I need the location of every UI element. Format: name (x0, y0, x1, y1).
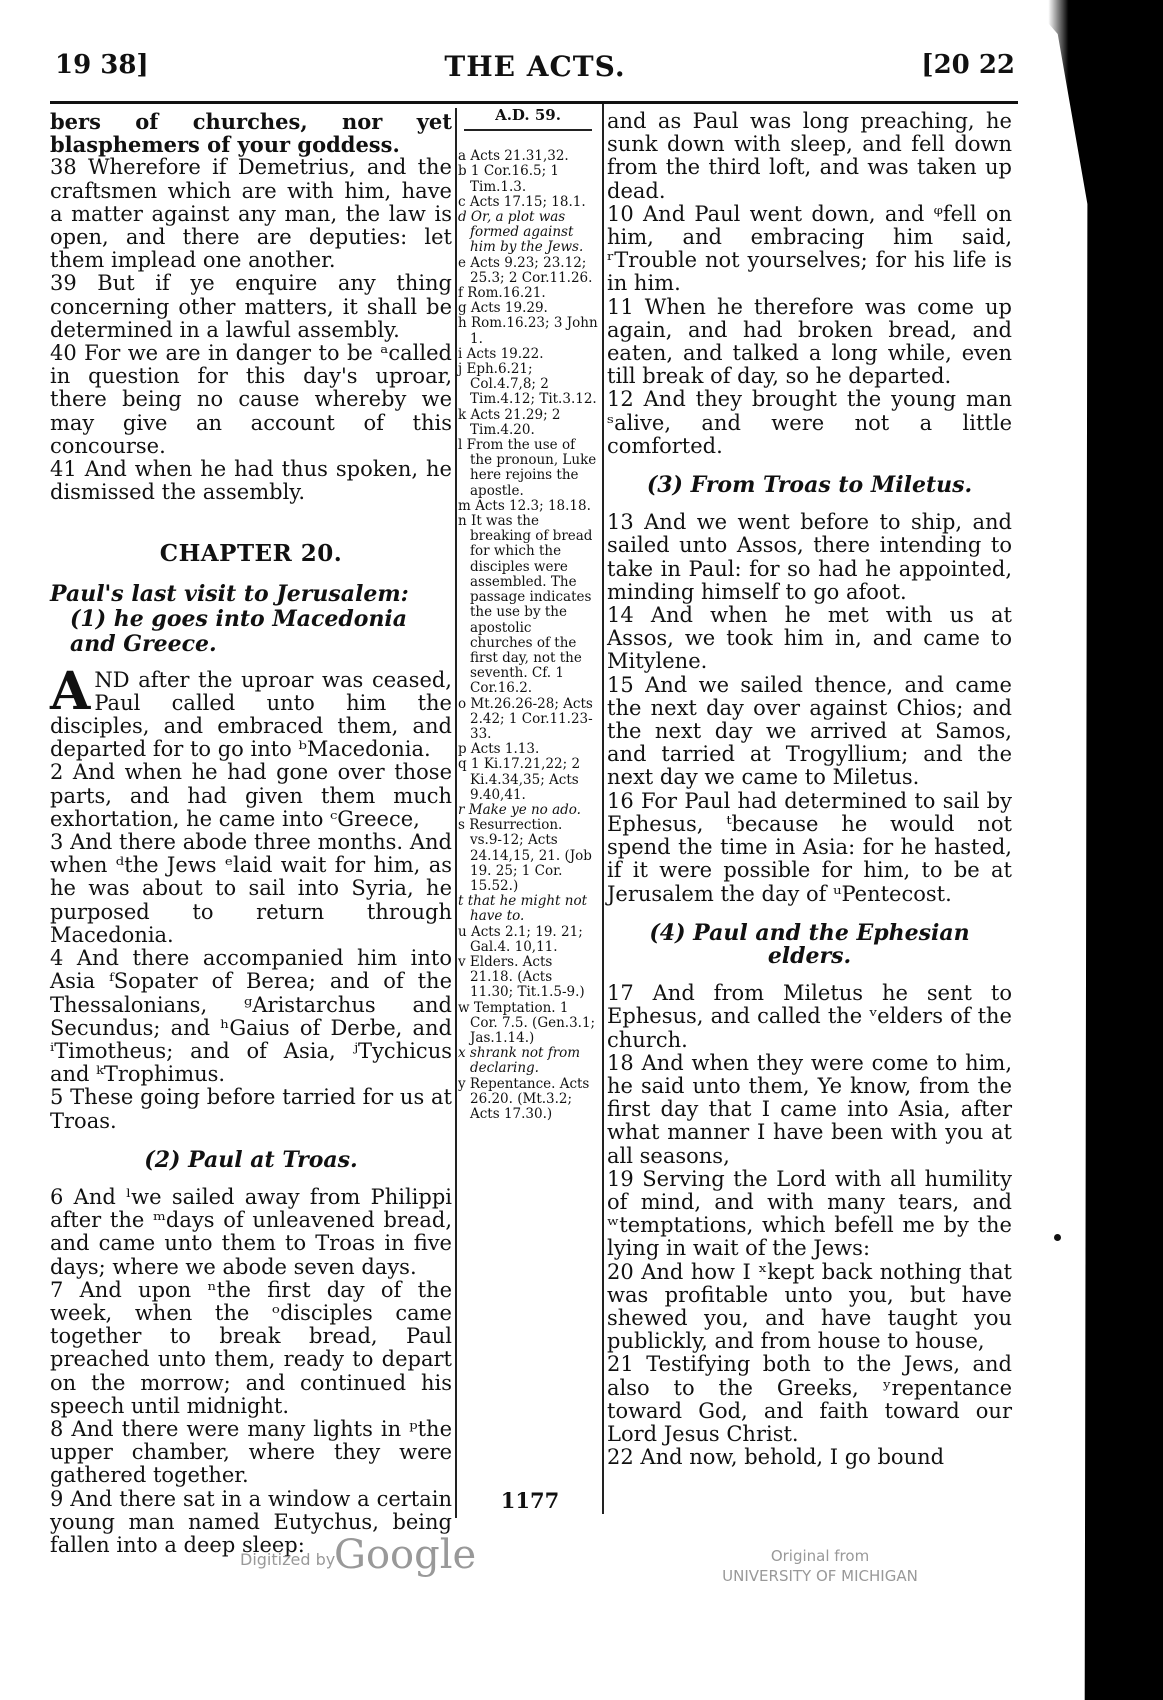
verse-paragraph-opening (50, 660, 452, 762)
header-right-reference: [20 22 (921, 50, 1015, 80)
cross-reference-note: f Rom.16.21. (458, 285, 546, 302)
section-heading: (3) From Troas to Miletus. (646, 472, 973, 499)
section-title-line: (1) he goes into Macedonia and Greece. (70, 605, 408, 657)
cross-reference-note: n It was the breaking of bread for which the disciples were assembled. The passage indicates the use by the apostolic churches of the first day, not the seventh. Cf. 1 Cor.16.2. (458, 513, 593, 697)
cross-reference-note: q 1 Ki.17.21,22; 2 Ki.4.34,35; Acts 9.40,41. (458, 756, 581, 803)
cross-reference-note: g Acts 19.29. (458, 300, 548, 317)
verse-paragraph: 41 And when he had thus spoken, he dismissed the assembly. (50, 457, 452, 505)
cross-reference-note: y Repentance. Acts 26.20. (Mt.3.2; Acts 17.30.) (458, 1075, 590, 1122)
verse-paragraph: 22 And now, behold, I go bound (607, 1445, 945, 1470)
cross-reference-note: v Elders. Acts 21.18. (Acts 11.30; Tit.1.5-9.) (458, 953, 585, 1001)
ink-speck (1054, 1234, 1061, 1241)
opening-text: ND after the uproar was ceased, Paul called unto him the disciples, and embraced them, and departed for to go into ᵇMacedonia. (50, 667, 452, 762)
left-text-column (50, 110, 452, 1557)
cross-reference-note: i Acts 19.22. (458, 345, 544, 362)
cross-reference-note: e Acts 9.23; 23.12; 25.3; 2 Cor.11.26. (458, 254, 593, 286)
cross-reference-note: t that he might not have to. (458, 893, 587, 925)
right-text-column (607, 110, 1012, 1469)
verse-paragraph: 9 And there sat in a window a certain young man named Eutychus, being fallen into a deep sleep: (50, 1486, 452, 1557)
verse-paragraph: 39 But if ye enquire any thing concerning other matters, it shall be determined in a lawful assembly. (50, 271, 452, 342)
university-text: UNIVERSITY OF MICHIGAN (722, 1567, 918, 1585)
verse-paragraph: 3 And there abode three months. And when ᵈthe Jews ᵉlaid wait for him, as he was about to sail into Syria, he purposed to return through Macedonia. (50, 830, 452, 947)
header-rule (50, 101, 1018, 104)
original-source-label (705, 1546, 935, 1586)
original-from-text: Original from (770, 1547, 870, 1565)
verse-paragraph: 12 And they brought the young man ˢalive, and were not a little comforted. (607, 387, 1012, 458)
cross-reference-note: k Acts 21.29; 2 Tim.4.20. (458, 406, 561, 438)
section-title (50, 582, 452, 657)
verse-paragraph: bers of churches, nor yet blasphemers of your goddess. (50, 109, 452, 158)
header-left-reference: 19 38] (55, 50, 149, 80)
google-watermark-logo: Google (334, 1532, 477, 1578)
reference-column (458, 108, 598, 1122)
verse-paragraph: 15 And we sailed thence, and came the next day over against Chios; and the next day we arrived at Samos, and tarried at Trogyllium; and the next day we came to Miletus. (607, 672, 1012, 790)
cross-reference-note: u Acts 2.1; 19. 21; Gal.4. 10,11. (458, 923, 583, 955)
cross-reference-note: o Mt.26.26-28; Acts 2.42; 1 Cor.11.23-33. (458, 695, 593, 742)
verse-paragraph: 19 Serving the Lord with all humility of mind, and with many tears, and ʷtemptations, which befell me by the lying in wait of the Jews: (607, 1166, 1012, 1261)
cross-reference-note: j Eph.6.21; Col.4.7,8; 2 Tim.4.12; Tit.3.12. (458, 361, 597, 408)
verse-paragraph: 14 And when he met with us at Assos, we took him in, and came to Mitylene. (607, 603, 1012, 674)
verse-paragraph: 10 And Paul went down, and ᵠfell on him, and embracing him said, ʳTrouble not yourselves; for his life is in him. (607, 201, 1012, 296)
verse-paragraph: 2 And when he had gone over those parts, and had given them much exhortation, he came into ᶜGreece, (50, 760, 452, 831)
verse-paragraph: 20 And how I ˣkept back nothing that was profitable unto you, but have shewed you, and have taught you publickly, and from house to house, (607, 1259, 1012, 1354)
chapter-heading: CHAPTER 20. (159, 540, 343, 568)
page-number: 1177 (500, 1488, 560, 1513)
verse-paragraph: 7 And upon ⁿthe first day of the week, when the ᵒdisciples came together to break bread, Paul preached unto them, ready to depart on the morrow; and continued his speech until midnight. (50, 1277, 452, 1418)
running-header (55, 50, 1015, 90)
cross-reference-note: d Or, a plot was formed against him by the Jews. (458, 209, 584, 256)
verse-paragraph: 5 These going before tarried for us at Troas. (50, 1085, 452, 1133)
verse-paragraph: 8 And there were many lights in ᵖthe upper chamber, where they were gathered together. (50, 1416, 452, 1488)
cross-reference-note: p Acts 1.13. (458, 741, 540, 758)
verse-paragraph: 18 And when they were come to him, he said unto them, Ye know, from the first day that I came into Asia, after what manner I have been with you at all seasons, (607, 1050, 1012, 1168)
cross-reference-note: a Acts 21.31,32. (458, 148, 569, 165)
cross-reference-note: l From the use of the pronoun, Luke here rejoins the apostle. (458, 437, 597, 499)
cross-reference-note: m Acts 12.3; 18.18. (458, 497, 591, 514)
verse-paragraph: 40 For we are in danger to be ᵃcalled in question for this day's uproar, there being no cause whereby we may give an account of this concourse. (50, 341, 452, 458)
section-heading: (4) Paul and the Ephesian elders. (649, 919, 970, 969)
verse-paragraph: 6 And ˡwe sailed away from Philippi after the ᵐdays of unleavened bread, and came unto them to Troas in five days; where we abode seven days. (50, 1184, 452, 1279)
cross-reference-note: x shrank not from declaring. (458, 1045, 581, 1077)
verse-paragraph: 38 Wherefore if Demetrius, and the craftsmen which are with him, have a matter against any man, the law is open, and there are deputies: let them implead one another. (50, 155, 452, 273)
cross-reference-note: c Acts 17.15; 18.1. (458, 193, 586, 210)
drop-cap: A (50, 660, 91, 722)
cross-reference-note: s Resurrection. vs.9-12; Acts 24.14,15, 21. (Job 19. 25; 1 Cor. 15.52.) (458, 817, 592, 894)
cross-reference-note: h Rom.16.23; 3 John 1. (458, 315, 598, 347)
year-heading: A.D. 59. (464, 108, 592, 131)
verse-paragraph: 4 And there accompanied him into Asia ᶠSopater of Berea; and of the Thessalonians, ᵍAristarchus and Secundus; and ʰGaius of Derbe, and ⁱTimotheus; and of Asia, ʲTychicus and ᵏTrophimus. (50, 946, 452, 1087)
verse-paragraph: 21 Testifying both to the Jews, and also to the Greeks, ʸrepentance toward God, and faith toward our Lord Jesus Christ. (607, 1352, 1012, 1446)
verse-paragraph: 16 For Paul had determined to sail by Ephesus, ᵗbecause he would not spend the time in Asia: for he hasted, if it were possible for him, to be at Jerusalem the day of ᵘPentecost. (607, 788, 1012, 906)
verse-paragraph: 13 And we went before to ship, and sailed unto Assos, there intending to take in Paul: for so had he appointed, minding himself to go afoot. (607, 510, 1012, 604)
column-divider-left (455, 108, 457, 1518)
header-book-title: THE ACTS. (444, 50, 626, 83)
book-binding-shadow (1028, 0, 1163, 1700)
digitized-by-label: Digitized by (240, 1550, 336, 1569)
column-divider-right (602, 104, 604, 1514)
verse-paragraph: 11 When he therefore was come up again, and had broken bread, and eaten, and talked a long while, even till break of day, so he departed. (607, 294, 1012, 389)
cross-reference-note: r Make ye no ado. (458, 801, 581, 818)
section-heading: (2) Paul at Troas. (144, 1146, 358, 1173)
verse-paragraph: and as Paul was long preaching, he sunk down with sleep, and fell down from the third loft, and was taken up dead. (607, 109, 1012, 203)
section-title-line: Paul's last visit to Jerusalem: (50, 580, 409, 607)
cross-reference-note: w Temptation. 1 Cor. 7.5. (Gen.3.1; Jas.1.14.) (458, 999, 596, 1046)
verse-paragraph: 17 And from Miletus he sent to Ephesus, and called the ᵛelders of the church. (607, 981, 1012, 1052)
cross-reference-note: b 1 Cor.16.5; 1 Tim.1.3. (458, 163, 560, 195)
